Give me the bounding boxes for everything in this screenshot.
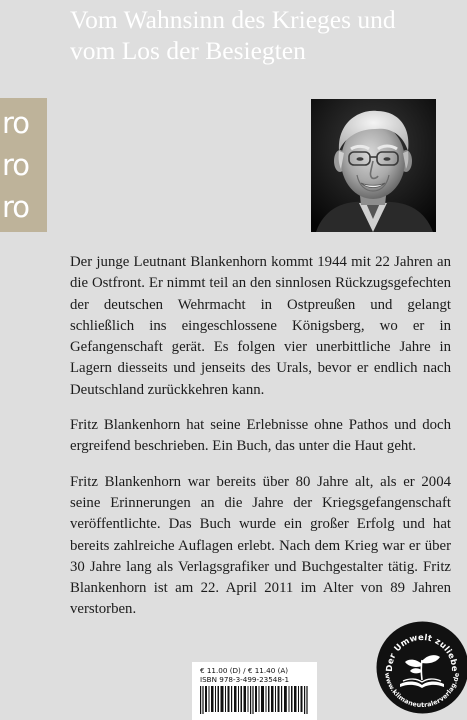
barcode-block bbox=[192, 662, 317, 720]
logo-syllable: ro bbox=[2, 148, 30, 182]
barcode-icon bbox=[200, 686, 310, 714]
price-label: € 11.00 (D) / € 11.40 (A) bbox=[200, 666, 289, 675]
headline-line-1: Vom Wahnsinn des Krieges und bbox=[70, 5, 396, 34]
cover-headline bbox=[70, 4, 460, 66]
blurb-paragraph: Der junge Leutnant Blankenhorn kommt 1944 mit 22 Jahren an die Ostfront. Er nimmt teil an den sinnlosen Rückzugsgefechten der deutschen Wehrmacht in Ostpreußen und gelangt schließlich ins eingeschlossene Königsberg, wo er in Gefangenschaft gerät. Es folgen vier unerbittliche Jahre in Lagern diesseits und jenseits des Urals, bevor er endlich nach Deutschland zurückkehren kann. bbox=[70, 254, 451, 398]
logo-syllable: ro bbox=[2, 106, 30, 140]
logo-syllable: ro bbox=[2, 190, 30, 224]
badge-top-text: Der Umwelt zuliebe bbox=[383, 631, 461, 673]
headline-line-2: vom Los der Besiegten bbox=[70, 36, 306, 65]
eco-badge bbox=[375, 620, 467, 715]
isbn-label: ISBN 978-3-499-23548-1 bbox=[200, 675, 290, 684]
author-bio-paragraph: Fritz Blankenhorn war bereits über 80 Jahre alt, als er 2004 seine Erinnerungen an die Jahre der Kriegsgefangenschaft veröffentlichte. Das Buch wurde ein großer Erfolg und hat bereits zahlreiche Auflagen erlebt. Nach dem Krieg war er über 30 Jahre lang als Verlagsgrafiker und Buchgestalter tätig. Fritz Blankenhorn ist am 22. April 2011 im Alter von 89 Jahren verstorben. bbox=[70, 473, 451, 618]
badge-bottom-text: www.klimaneutralerverlag.de bbox=[383, 672, 461, 710]
rororo-logo bbox=[0, 98, 47, 232]
author-portrait-image bbox=[311, 99, 436, 232]
blurb-paragraph: Fritz Blankenhorn hat seine Erlebnisse ohne Pathos und doch ergreifend beschrieben. Ein Buch, das unter die Haut geht. bbox=[70, 417, 451, 455]
blurb-text bbox=[70, 252, 451, 635]
author-photo bbox=[311, 99, 436, 232]
klimaneutral-seal-icon bbox=[375, 620, 467, 715]
